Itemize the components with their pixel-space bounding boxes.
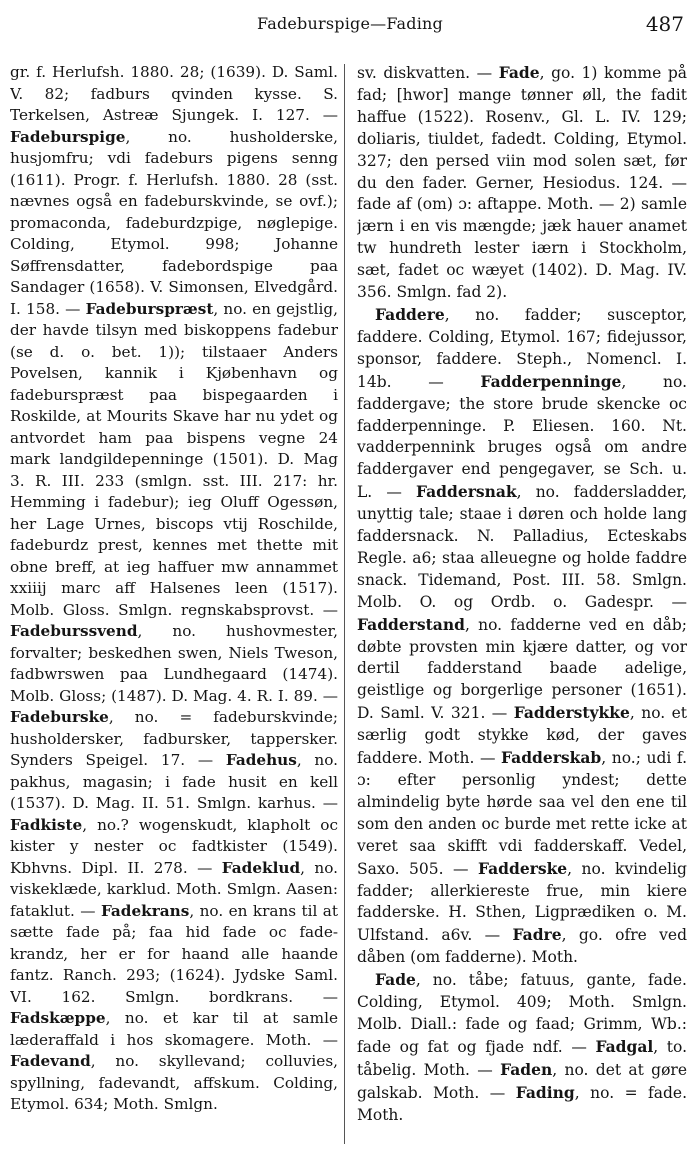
- left-column: [10, 62, 338, 1152]
- page-header: [0, 14, 700, 40]
- page-number: 487: [645, 12, 684, 36]
- right-column-entry-fade-no: Fade, no. tåbe; fatuus, gante, fade. Colding, Etymol. 409; Moth. Smlgn. Molb. Diall.: fade og faad; Grimm, Wb.: fade og fat og fjade ndf. — Fadgal, to. tåbelig. Moth. — Faden, no. det at gøre galskab. Moth. — Fading, no. = fade. Moth.: [357, 970, 687, 1124]
- right-column: [357, 62, 687, 1152]
- running-head: Fadeburspige—Fading: [256, 14, 443, 33]
- right-column-entry-fade-go: sv. diskvatten. — Fade, go. 1) komme på fad; [hwor] mange tønner øll, the fadit haffue (1522). Rosenv., Gl. L. IV. 129; doliaris, tiuldet, fadedt. Colding, Etymol. 327; den persed viin mod solen sæt, før du den fader. Gerner, Hesiodus. 124. — fade af (om) ɔ: aftappe. Moth. — 2) samle jærn i en vis mængde; jæk hauer anamet tw hundreth lester iærn i Stockholm, sæt, fadet oc wæyet (1402). D. Mag. IV. 356. Smlgn. fad 2).: [357, 63, 687, 302]
- left-column-text: gr. f. Herlufsh. 1880. 28; (1639). D. Saml. V. 82; fadburs qvinden kysse. S. Terkelsen, Astreæ Sjungek. I. 127. — Fadeburspige, no. husholderske, husjomfru; vdi fadeburs pigens senng (1611). Progr. f. Herlufsh. 1880. 28 (sst. nævnes også en fadeburskvinde, se ovf.); promaconda, fadeburdzpige, nøglepige. Colding, Etymol. 998; Johanne Søffrensdatter, fadebordspige paa Sandager (1658). V. Simonsen, Elvedgård. I. 158. — Fadeburspræst, no. en gejstlig, der havde tilsyn med biskoppens fadebur (se d. o. bet. 1)); tilstaaer Anders Povelsen, kannik i Kjøbenhavn og fadeburspræst paa bispegaarden i Roskilde, at Mourits Skave har nu ydet og antvordet ham paa bispens vegne 24 mark landgildepenninge (1501). D. Mag 3. R. III. 233 (smlgn. sst. III. 217: hr. Hemming i fadebur); ieg Oluff Ogessøn, her Lage Urnes, biscops vtij Roschilde, fadeburdz prest, kennes met thette mit obne breff, at ieg haffuer mw annammet xxiiij marc aff Halsenes leen (1517). Molb. Gloss. Smlgn. regnskabsprovst. — Fadeburssvend, no. hushovmester, forvalter; beskedhen swen, Niels Tweson, fadbwrswen paa Lundhegaard (1474). Molb. Gloss; (1487). D. Mag. 4. R. I. 89. — Fadeburske, no. = fadeburskvinde; husholdersker, fadbursker, tappersker. Synders Speigel. 17. — Fadehus, no. pakhus, magasin; i fade husit en kell (1537). D. Mag. II. 51. Smlgn. karhus. — Fadkiste, no.? wogenskudt, klapholt oc kister y nester oc fadtkister (1549). Kbhvns. Dipl. II. 278. — Fadeklud, no. viskeklæde, karklud. Moth. Smlgn. Aasen: fataklut. — Fadekrans, no. en krans til at sætte fade på; faa hid fade oc fade-krandz, her er for haand alle haande fantz. Ranch. 293; (1624). Jydske Saml. VI. 162. Smlgn. bordkrans. — Fadskæppe, no. et kar til at samle læderaffald i hos skomagere. Moth. — Fadevand, no. skyllevand; colluvies, spyllning, fadevandt, affskum. Colding, Etymol. 634; Moth. Smlgn.: [10, 63, 338, 1113]
- right-column-entry-faddere: Faddere, no. fadder; susceptor, faddere. Colding, Etymol. 167; fidejussor, sponsor, faddere. Steph., Nomencl. I. 14b. — Fadderpenninge, no. faddergave; the store brude skencke oc fadderpenninge. P. Eliesen. 160. Nt. vadderpennink bruges også om andre faddergaver end pengegaver, se Sch. u. L. — Faddersnak, no. faddersladder, unyttig tale; staae i døren och holde lang faddersnack. N. Palladius, Ecteskabs Regle. a6; staa alleuegne og holde faddre snack. Tidemand, Post. III. 58. Smlgn. Molb. O. og Ordb. o. Gadespr. — Fadderstand, no. fadderne ved en dåb; døbte provsten min kjære datter, og vor dertil fadderstand baade adelige, geistlige og borgerlige personer (1651). D. Saml. V. 321. — Fadderstykke, no. et særlig godt stykke kød, der gaves faddere. Moth. — Fadderskab, no.; udi f. ɔ: efter personlig yndest; dette almindelig byte hørde saa vel den ene til som den anden oc burde met rette icke at veret saa skifft vdi fadderskaff. Vedel, Saxo. 505. — Fadderske, no. kvindelig fadder; allerkiereste frue, min kiere fadderske. H. Sthen, Ligprædiken o. M. Ulfstand. a6v. — Fadre, go. ofre ved dåben (om fadderne). Moth.: [357, 304, 687, 967]
- column-divider: [344, 64, 345, 1144]
